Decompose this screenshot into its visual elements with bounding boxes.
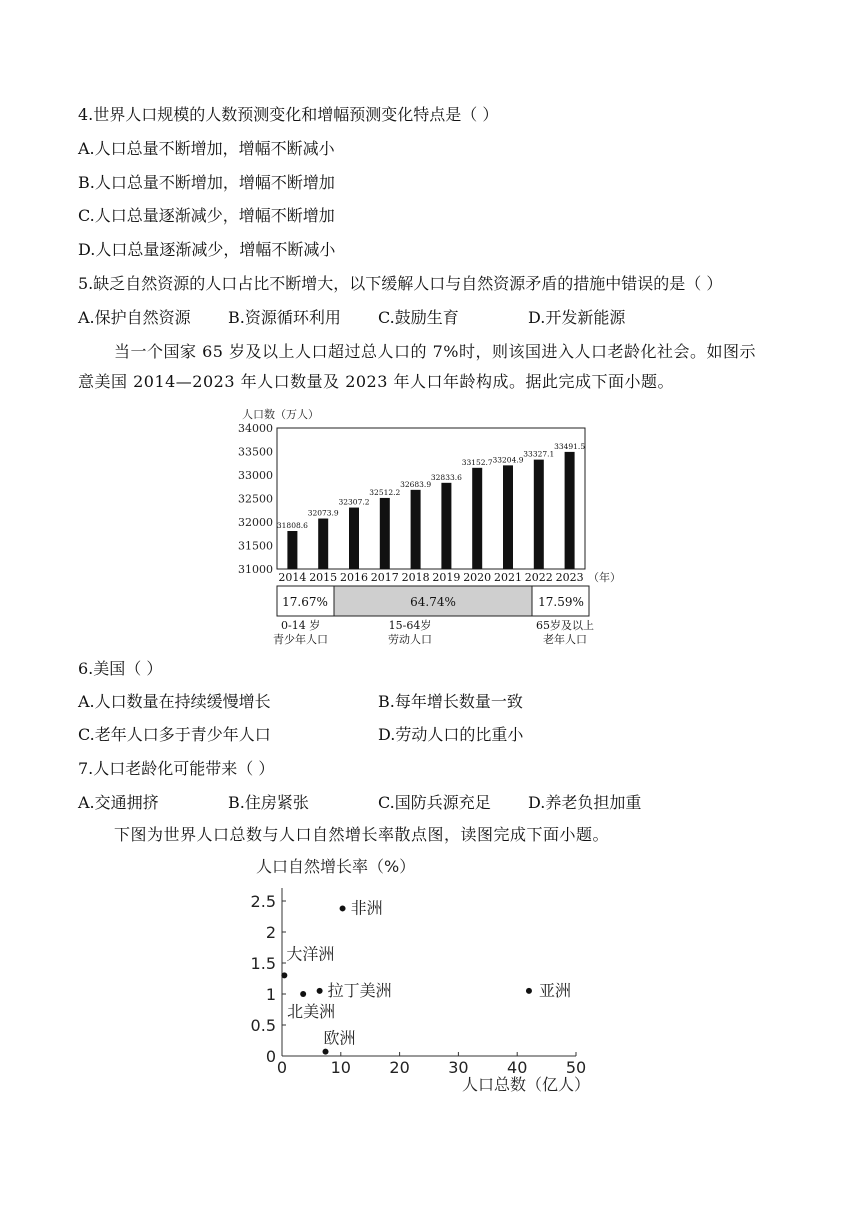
structure-elderly-sublabel: 老年人口: [543, 633, 587, 646]
q7-stem: 7.人口老龄化可能带来（ ）: [78, 759, 275, 778]
chart2-point-label: 拉丁美洲: [327, 980, 392, 1000]
q7-option-b: B.住房紧张: [228, 793, 309, 812]
chart2-ytick-label: 2.5: [250, 892, 276, 911]
structure-youth-percent: 17.67%: [282, 595, 328, 609]
chart2-point: [281, 972, 287, 978]
q7-option-c: C.国防兵源充足: [378, 793, 491, 812]
chart2-ytick-label: 0.5: [250, 1016, 276, 1035]
q4-option-a: A.人口总量不断增加，增幅不断减小: [78, 139, 335, 158]
q4-option-b: B.人口总量不断增加，增幅不断增加: [78, 173, 335, 192]
chart1-value-label: 33327.1: [523, 449, 555, 459]
chart2-point: [340, 905, 346, 911]
chart1-bar: [565, 452, 575, 569]
q5-option-a: A.保护自然资源: [78, 308, 191, 327]
q6-option-d: D.劳动人口的比重小: [378, 725, 524, 744]
intro-paragraph-1: 当一个国家 65 岁及以上人口超过总人口的 7%时，则该国进入人口老龄化社会。如图示意美国 2014—2023 年人口数量及 2023 年人口年龄构成。据此完成下面小题。: [78, 342, 757, 391]
chart2-point: [323, 1049, 329, 1055]
chart1-ytick-label: 32000: [238, 516, 273, 529]
chart1-bar: [349, 508, 359, 569]
q6-option-a: A.人口数量在持续缓慢增长: [78, 692, 271, 711]
chart1-value-label: 32307.2: [338, 497, 370, 507]
chart1-xtick-label: 2018: [401, 571, 430, 584]
chart1-xtick-label: 2021: [494, 571, 522, 584]
chart2-xtick-label: 0: [276, 1058, 288, 1077]
chart1-bar: [441, 483, 451, 569]
chart2-ytick-label: 0: [265, 1047, 276, 1066]
chart1-ytick-label: 33000: [238, 469, 273, 482]
chart1-xtick-label: 2017: [370, 571, 399, 584]
chart2-point: [317, 988, 323, 994]
chart1-xtick-label: 2022: [524, 571, 553, 584]
q6-option-c: C.老年人口多于青少年人口: [78, 725, 271, 744]
chart1-value-label: 32833.6: [430, 472, 462, 482]
chart1-xtick-label: 2016: [340, 571, 368, 584]
chart1-value-label: 33204.9: [492, 455, 524, 465]
chart1-bar: [472, 468, 482, 569]
q5-stem: 5.缺乏自然资源的人口占比不断增大，以下缓解人口与自然资源矛盾的措施中错误的是（ ）: [78, 274, 723, 293]
chart2-point-label: 亚洲: [538, 980, 571, 1000]
chart1-xtick-label: 2014: [278, 571, 307, 584]
chart1-ytick-label: 33500: [238, 445, 273, 459]
chart1-xtick-label: 2015: [309, 571, 338, 584]
intro-paragraph-2: 下图为世界人口总数与人口自然增长率散点图，读图完成下面小题。: [114, 825, 610, 844]
q5-option-c: C.鼓励生育: [378, 308, 459, 327]
chart1-value-label: 32073.9: [307, 508, 339, 518]
chart1-ytick-label: 31000: [238, 563, 273, 576]
chart1-xtick-label: 2019: [432, 571, 461, 584]
chart2-point-label: 欧洲: [323, 1028, 356, 1048]
chart1-value-label: 32512.2: [369, 487, 401, 497]
chart2-point: [526, 988, 532, 994]
q4-option-d: D.人口总量逐渐减少，增幅不断减小: [78, 240, 336, 259]
chart2-ytick-label: 2: [265, 923, 276, 942]
chart1-ytick-label: 31500: [238, 539, 273, 553]
chart1-ytick-label: 32500: [238, 492, 273, 506]
chart2-xtick-label: 10: [330, 1058, 351, 1077]
structure-working-sublabel: 劳动人口: [388, 633, 432, 646]
chart2-ytick-label: 1: [265, 985, 276, 1004]
chart2-point-label: 大洋洲: [286, 944, 335, 964]
chart1-value-label: 31808.6: [276, 520, 308, 530]
structure-working-label: 15-64岁: [388, 619, 432, 632]
chart2-ylabel: 人口自然增长率（%）: [256, 857, 416, 876]
chart1-ytick-label: 34000: [238, 422, 273, 435]
q6-option-b: B.每年增长数量一致: [378, 692, 523, 711]
chart1-xunit: （年）: [588, 571, 621, 584]
chart2-xtick-label: 30: [448, 1058, 469, 1077]
chart2-xtick-label: 40: [507, 1058, 528, 1077]
us-population-bar-chart: [236, 400, 626, 650]
q7-option-a: A.交通拥挤: [78, 793, 159, 812]
chart1-bar: [534, 460, 544, 569]
chart1-value-label: 32683.9: [400, 479, 432, 489]
q5-option-b: B.资源循环利用: [228, 308, 341, 327]
structure-youth-sublabel: 青少年人口: [273, 633, 328, 646]
chart2-xlabel: 人口总数（亿人）: [462, 1075, 591, 1094]
chart1-value-label: 33152.7: [461, 457, 493, 467]
chart1-xtick-label: 2020: [463, 571, 492, 584]
chart1-bar: [380, 498, 390, 569]
structure-elderly-percent: 17.59%: [538, 595, 584, 609]
structure-elderly-label: 65岁及以上: [536, 619, 594, 632]
structure-youth-label: 0-14 岁: [281, 619, 321, 632]
q4-option-c: C.人口总量逐渐减少，增幅不断增加: [78, 206, 335, 225]
chart1-bar: [287, 531, 297, 569]
chart1-ylabel: 人口数（万人）: [242, 408, 319, 421]
chart2-ytick-label: 1.5: [250, 954, 276, 973]
q4-stem: 4.世界人口规模的人数预测变化和增幅预测变化特点是（ ）: [78, 105, 499, 124]
q7-option-d: D.养老负担加重: [528, 793, 642, 812]
chart1-value-label: 33491.5: [554, 441, 586, 451]
chart1-bar: [411, 490, 421, 569]
chart2-xtick-label: 20: [389, 1058, 410, 1077]
world-population-scatter-chart: [236, 848, 636, 1098]
chart2-xtick-label: 50: [565, 1058, 587, 1077]
chart1-bar: [318, 519, 328, 569]
chart1-bar: [503, 465, 513, 569]
chart2-point-label: 北美洲: [287, 1002, 336, 1021]
chart2-point: [300, 991, 306, 997]
chart2-point-label: 非洲: [350, 898, 383, 918]
q6-stem: 6.美国（ ）: [78, 659, 163, 678]
structure-working-percent: 64.74%: [410, 595, 456, 609]
chart1-xtick-label: 2023: [555, 571, 584, 584]
q5-option-d: D.开发新能源: [528, 308, 626, 327]
